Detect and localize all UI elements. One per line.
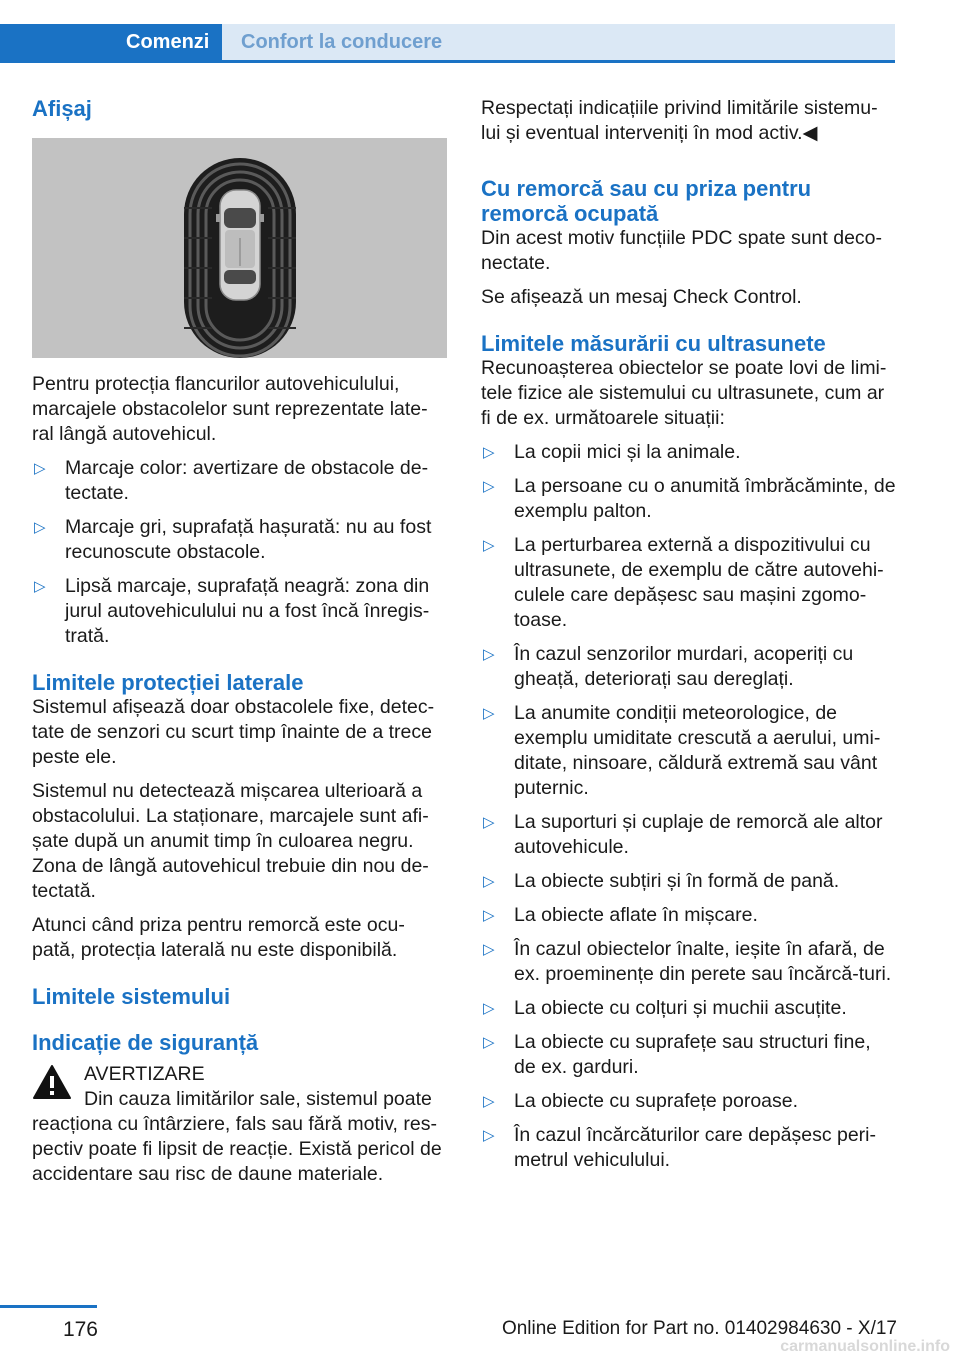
list-item: ▷ La obiecte cu suprafețe poroase. [483,1090,799,1112]
footer-divider [0,1305,97,1308]
warning-triangle-icon [32,1064,72,1100]
triangle-bullet-icon: ▷ [483,537,495,554]
list-item: ▷ La obiecte aflate în mișcare. [483,904,758,926]
paragraph: Atunci când priza pentru remorcă este ocu-pată, protecția laterală nu este disponibilă. [32,914,405,961]
triangle-bullet-icon: ▷ [483,1093,495,1110]
left-column [32,96,448,1187]
warning-line: Din cauza limitărilor sale, sistemul poate [84,1088,432,1110]
list-item: ▷ La perturbarea externă a dispozitivului cu ultrasunete, de exemplu de către autovehi-culele care depășesc sau mașini zgomo-toase. [483,534,884,631]
triangle-bullet-icon: ▷ [483,907,495,924]
triangle-bullet-icon: ▷ [34,519,46,536]
warning-text: reacționa cu întârziere, fals sau fără motiv, res-pectiv poate fi lipsit de reacție. Există pericol de accidentare sau risc de daune materiale. [32,1113,442,1185]
list-item: ▷ În cazul senzorilor murdari, acoperiți cu gheață, deteriorați sau dereglați. [483,643,854,690]
list-item: ▷ Lipsă marcaje, suprafață neagră: zona din jurul autovehiculului nu a fost încă înregis-trată. [34,575,430,647]
list-item: ▷ Marcaje color: avertizare de obstacole de-tectate. [34,457,429,504]
page-number: 176 [62,1318,98,1341]
paragraph: Sistemul afișează doar obstacolele fixe, detec-tate de senzori cu scurt timp înainte de a trece peste ele. [32,696,435,768]
intro-text: Pentru protecția flancurilor autovehiculului, marcajele obstacolelor sunt reprezentate late-ral lângă autovehicul. [32,373,428,445]
list-item: ▷ La persoane cu o anumită îmbrăcăminte, de exemplu palton. [483,475,896,522]
page-header [0,24,895,61]
list-item: ▷ La obiecte cu colțuri și muchii ascuțite. [483,997,847,1019]
triangle-bullet-icon: ▷ [34,460,46,477]
heading-limite-protectie: Limitele protecției laterale [32,670,304,695]
paragraph: Din acest motiv funcțiile PDC spate sunt deco-nectate. [481,227,883,274]
triangle-bullet-icon: ▷ [483,478,495,495]
warning-title: AVERTIZARE [84,1063,205,1085]
triangle-bullet-icon: ▷ [483,444,495,461]
heading-remorca: Cu remorcă sau cu priza pentru remorcă ocupată [481,176,812,226]
triangle-bullet-icon: ▷ [483,646,495,663]
pdc-side-protection-car-icon [32,138,447,358]
triangle-bullet-icon: ▷ [483,1000,495,1017]
list-item: ▷ În cazul încărcăturilor care depășesc peri-metrul vehiculului. [483,1124,876,1171]
heading-afisaj: Afișaj [32,96,92,121]
triangle-bullet-icon: ▷ [483,1127,495,1144]
triangle-bullet-icon: ▷ [483,1034,495,1051]
edition-text: Online Edition for Part no. 01402984630 - X/17 [501,1318,897,1339]
paragraph: Recunoașterea obiectelor se poate lovi de limi-tele fizice ale sistemului cu ultrasunete, cum ar fi de ex. următoarele situații: [481,357,887,429]
list-item: ▷ În cazul obiectelor înalte, ieșite în afară, de ex. proeminențe din perete sau încărcă-turi. [483,938,892,985]
right-column [481,96,897,1173]
header-divider [0,60,895,63]
figure-side-protection [32,138,447,358]
triangle-bullet-icon: ▷ [483,705,495,722]
tab-comenzi[interactable]: Comenzi [0,24,222,61]
heading-ultrasunete: Limitele măsurării cu ultrasunete [481,331,826,356]
heading-indicatie-siguranta: Indicație de siguranță [32,1030,259,1055]
ultrasound-limits-list [481,440,897,1173]
warning-block [32,1062,448,1187]
triangle-bullet-icon: ▷ [483,814,495,831]
watermark: carmanualsonline.info [780,1338,950,1355]
list-item: ▷ La obiecte subțiri și în formă de pană. [483,870,840,892]
tab-confort-la-conducere[interactable]: Confort la conducere [222,24,895,61]
paragraph-respect: Respectați indicațiile privind limitările sistemu-lui și eventual interveniți în mod activ.◀ [481,97,878,144]
list-item: ▷ Marcaje gri, suprafață hașurată: nu au fost recunoscute obstacole. [34,516,432,563]
list-item: ▷ La suporturi și cuplaje de remorcă ale altor autovehicule. [483,811,883,858]
marker-list [32,456,448,649]
paragraph: Se afișează un mesaj Check Control. [481,286,802,308]
list-item: ▷ La obiecte cu suprafețe sau structuri fine, de ex. garduri. [483,1031,871,1078]
list-item: ▷ La anumite condiții meteorologice, de exemplu umiditate crescută a aerului, umi-ditate, ninsoare, căldură extremă sau vânt puternic. [483,702,881,799]
triangle-bullet-icon: ▷ [34,578,46,595]
triangle-bullet-icon: ▷ [483,941,495,958]
triangle-bullet-icon: ▷ [483,873,495,890]
list-item: ▷ La copii mici și la animale. [483,441,741,463]
heading-limite-sistem: Limitele sistemului [32,984,231,1009]
paragraph: Sistemul nu detectează mișcarea ulterioară a obstacolului. La staționare, marcajele sunt afi-șate după un anumit timp în culoarea negru. Zona de lângă autovehicul trebuie din nou de-tectată. [32,780,429,902]
